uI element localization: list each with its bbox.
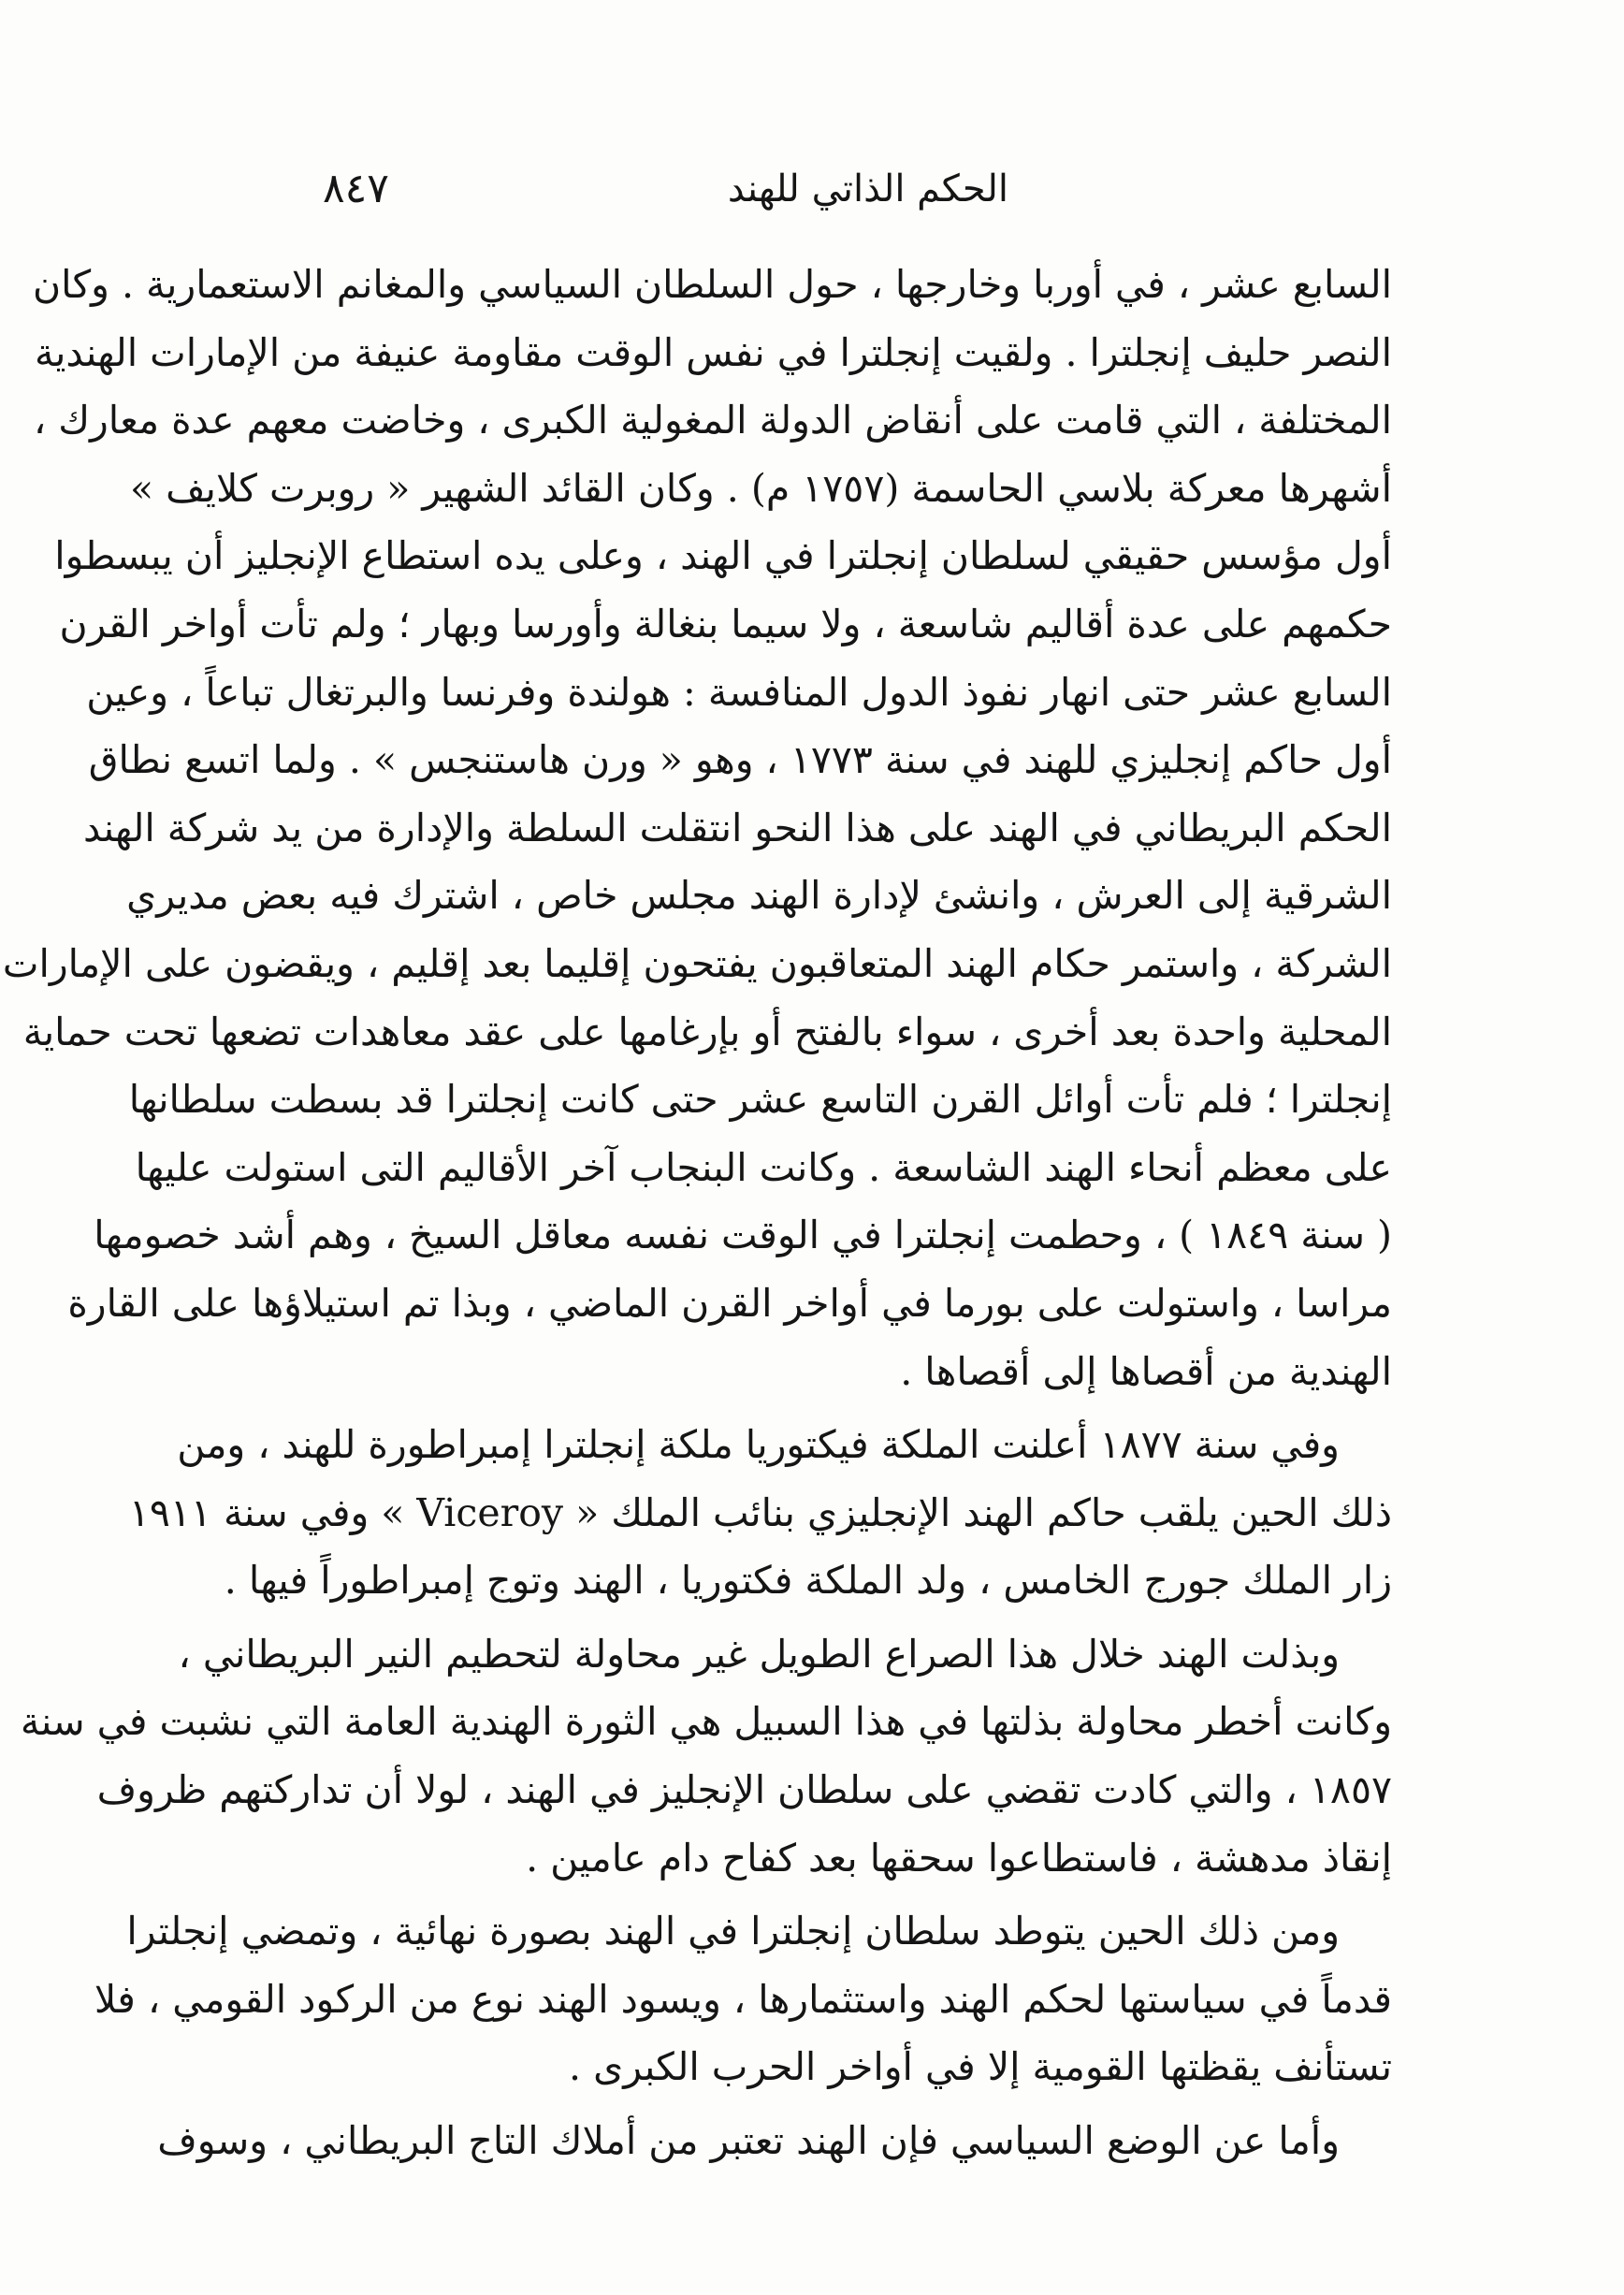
text-line: السابع عشر ، في أوربا وخارجها ، حول السلطان السياسي والمغانم الاستعمارية . وكان <box>33 262 1392 307</box>
text-line: الشركة ، واستمر حكام الهند المتعاقبون يفتحون إقليما بعد إقليم ، ويقضون على الإمارات <box>2 940 1392 986</box>
text-line: وبذلت الهند خلال هذا الصراع الطويل غير محاولة لتحطيم النير البريطاني ، <box>178 1631 1340 1677</box>
text-line: النصر حليف إنجلترا . ولقيت إنجلترا في نفس الوقت مقاومة عنيفة من الإمارات الهندية <box>35 329 1392 375</box>
body-text <box>2 251 1392 2175</box>
running-title: الحكم الذاتي للهند <box>727 167 1008 211</box>
page-number: ٨٤٧ <box>323 165 389 212</box>
text-line: على معظم أنحاء الهند الشاسعة . وكانت البنجاب آخر الأقاليم التى استولت عليها <box>135 1144 1392 1190</box>
paragraph <box>94 1897 1392 2101</box>
text-line: قدماً في سياستها لحكم الهند واستثمارها ، ويسود الهند نوع من الركود القومي ، فلا <box>94 1976 1392 2022</box>
paragraph <box>20 1620 1392 1892</box>
text-line: ( سنة ١٨٤٩ ) ، وحطمت إنجلترا في الوقت نفسه معاقل السيخ ، وهم أشد خصومها <box>94 1213 1392 1258</box>
text-line: ذلك الحين يلقب حاكم الهند الإنجليزي بنائب الملك « Viceroy » وفي سنة ١٩١١ <box>128 1489 1392 1535</box>
text-line: إنقاذ مدهشة ، فاستطاعوا سحقها بعد كفاح دام عامين . <box>526 1835 1392 1881</box>
text-line: الحكم البريطاني في الهند على هذا النحو انتقلت السلطة والإدارة من يد شركة الهند <box>83 805 1392 850</box>
text-line: الهندية من أقصاها إلى أقصاها . <box>900 1348 1392 1394</box>
text-line: السابع عشر حتى انهار نفوذ الدول المنافسة : هولندة وفرنسا والبرتغال تباعاً ، وعين <box>86 669 1392 715</box>
text-line: الشرقية إلى العرش ، وانشئ لإدارة الهند مجلس خاص ، اشترك فيه بعض مديري <box>126 873 1392 919</box>
text-line: إنجلترا ؛ فلم تأت أوائل القرن التاسع عشر حتى كانت إنجلترا قد بسطت سلطانها <box>128 1077 1392 1123</box>
text-line: ١٨٥٧ ، والتي كادت تقضي على سلطان الإنجليز في الهند ، لولا أن تداركتهم ظروف <box>96 1767 1392 1813</box>
text-line: أول مؤسس حقيقي لسلطان إنجلترا في الهند ، وعلى يده استطاع الإنجليز أن يبسطوا <box>54 533 1392 579</box>
paragraph <box>157 2107 1392 2175</box>
text-line: زار الملك جورج الخامس ، ولد الملكة فكتوريا ، الهند وتوج إمبراطوراً فيها . <box>224 1558 1392 1604</box>
text-line: وفي سنة ١٨٧٧ أعلنت الملكة فيكتوريا ملكة إنجلترا إمبراطورة للهند ، ومن <box>177 1422 1340 1468</box>
text-line: تستأنف يقظتها القومية إلا في أواخر الحرب الكبرى . <box>569 2044 1392 2090</box>
text-line: وكانت أخطر محاولة بذلتها في هذا السبيل هي الثورة الهندية العامة التي نشبت في سنة <box>20 1699 1392 1745</box>
text-line: مراسا ، واستولت على بورما في أواخر القرن الماضي ، وبذا تم استيلاؤها على القارة <box>67 1280 1392 1326</box>
text-line: أول حاكم إنجليزي للهند في سنة ١٧٧٣ ، وهو « ورن هاستنجس » . ولما اتسع نطاق <box>88 737 1392 783</box>
page-header <box>271 161 1392 226</box>
paragraph <box>128 1411 1392 1615</box>
text-line: المختلفة ، التي قامت على أنقاض الدولة المغولية الكبرى ، وخاضت معهم عدة معارك ، <box>33 398 1392 443</box>
paragraph <box>2 251 1392 1405</box>
text-line: وأما عن الوضع السياسي فإن الهند تعتبر من أملاك التاج البريطاني ، وسوف <box>157 2118 1340 2164</box>
text-line: ومن ذلك الحين يتوطد سلطان إنجلترا في الهند بصورة نهائية ، وتمضي إنجلترا <box>126 1909 1340 1954</box>
text-line: حكمهم على عدة أقاليم شاسعة ، ولا سيما بنغالة وأورسا وبهار ؛ ولم تأت أواخر القرن <box>59 601 1392 646</box>
text-line: المحلية واحدة بعد أخرى ، سواء بالفتح أو بإرغامها على عقد معاهدات تضعها تحت حماية <box>22 1009 1392 1054</box>
text-line: أشهرها معركة بلاسي الحاسمة (١٧٥٧ م) . وكان القائد الشهير « روبرت كلايف » <box>129 465 1392 511</box>
